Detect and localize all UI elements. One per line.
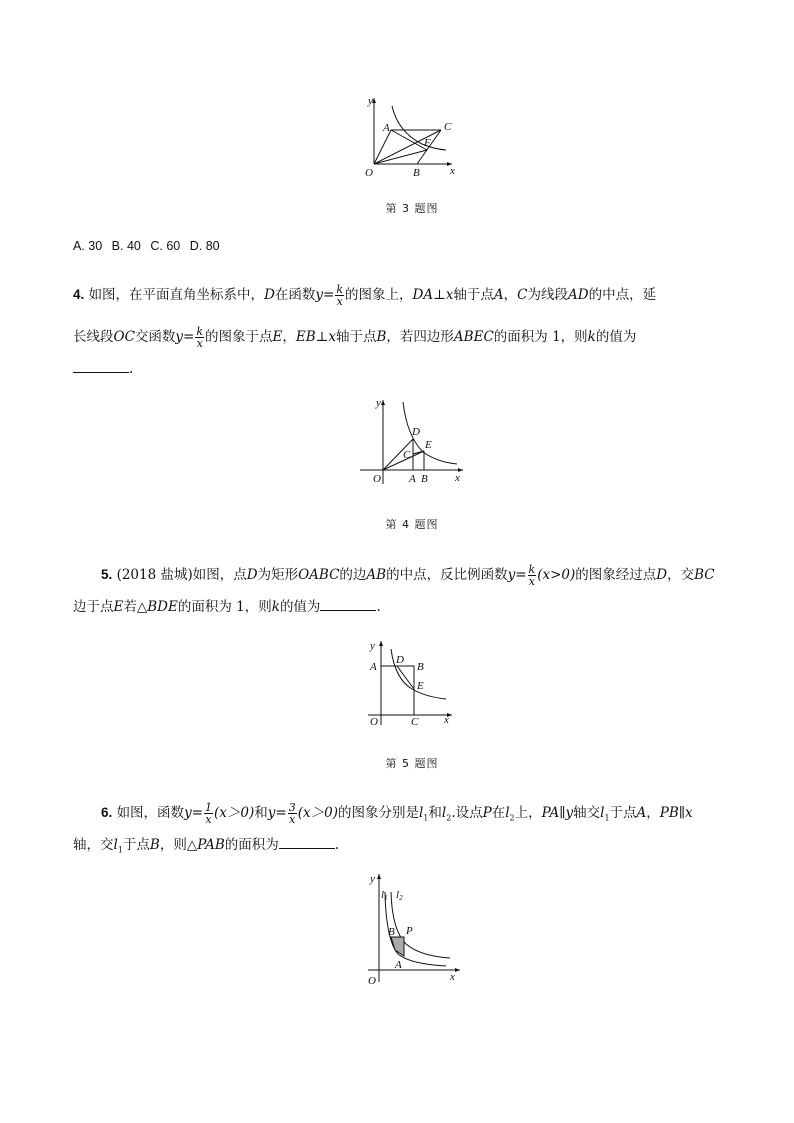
answer-blank <box>320 598 376 611</box>
x-axis-arrow <box>455 968 460 972</box>
question-4-line-1: 4. 如图，在平面直角坐标系中，D在函数y= $\frac{k}{x}$ 的图象上，DA⊥x轴于点A，C为线段AD的中点，延 <box>73 283 657 308</box>
fraction-k-over-x: $\frac{k}{x}$ <box>336 283 344 308</box>
label-b: B <box>417 661 424 673</box>
label-e: E <box>425 439 432 451</box>
fraction-k-over-x: $\frac{k}{x}$ <box>196 325 204 350</box>
fraction-1-over-x: $\frac{1}{x}$ <box>205 801 213 826</box>
option-d: D. 80 <box>189 239 220 253</box>
label-x: x <box>444 714 449 726</box>
question-number: 4. <box>73 287 85 302</box>
question-4-line-3: . <box>73 360 133 377</box>
label-d: D <box>396 654 404 666</box>
figure-6 <box>364 870 464 988</box>
label-x: x <box>455 472 460 484</box>
answer-blank <box>279 836 335 849</box>
label-x: x <box>450 165 455 177</box>
label-o: O <box>373 473 381 485</box>
label-c: C <box>411 716 419 728</box>
label-y: y <box>376 397 381 409</box>
label-b: B <box>421 473 428 485</box>
label-o: O <box>368 975 376 987</box>
label-c: C <box>403 449 411 461</box>
fraction-3-over-x: $\frac{3}{x}$ <box>288 801 296 826</box>
figure-3-caption: 第 3 题图 <box>385 202 439 215</box>
label-a: A <box>370 661 377 673</box>
y-axis-arrow <box>381 400 385 405</box>
figure-6-svg <box>364 870 464 988</box>
figure-5 <box>364 637 460 729</box>
label-y: y <box>368 95 373 107</box>
label-a: A <box>383 122 390 134</box>
label-y: y <box>370 640 375 652</box>
option-b: B. 40 <box>111 239 141 253</box>
question-number: 5. <box>101 567 113 582</box>
question-6-line-1: 6. 如图，函数y= $\frac{1}{x}$ (x＞0)和y= $\frac{3}{x}$ (x＞0)的图象分别是$l_1$和$l_2$.设点P在$l_2$上，PA∥y轴交$l_1$于点A，PB∥x <box>101 801 693 826</box>
y-axis-arrow <box>379 641 383 646</box>
option-c: C. 60 <box>150 239 181 253</box>
label-y: y <box>370 873 375 885</box>
figure-5-caption: 第 5 题图 <box>385 757 439 770</box>
question-4 <box>73 276 733 376</box>
answer-blank <box>73 360 129 373</box>
figure-3 <box>362 92 462 184</box>
question-5-line-1: 5. (2018 盐城)如图，点D为矩形OABC的边AB的中点，反比例函数y= $\frac{k}{x}$ (x>0)的图象经过点D，交BC <box>101 563 715 588</box>
figure-5-svg <box>364 637 460 729</box>
label-a: A <box>409 473 416 485</box>
segment-de <box>397 666 414 689</box>
label-o: O <box>365 167 373 179</box>
label-l1: l1 <box>381 889 388 902</box>
label-a: A <box>395 959 402 971</box>
label-e: E <box>417 680 424 692</box>
fraction-k-over-x: $\frac{k}{x}$ <box>528 563 536 588</box>
question-4-line-2: 长线段OC交函数y= $\frac{k}{x}$ 的图象于点E，EB⊥x轴于点B，若四边形ABEC的面积为 1，则k的值为 <box>73 325 637 350</box>
figure-3-svg <box>362 92 462 184</box>
label-c: C <box>444 121 452 133</box>
label-x: x <box>450 971 455 983</box>
label-d: D <box>412 426 420 438</box>
label-f: F <box>424 137 431 149</box>
question-6-line-2: 轴，交$l_1$于点B，则△PAB的面积为 . <box>73 837 340 855</box>
option-a: A. 30 <box>73 239 103 253</box>
segment-oa <box>374 130 391 164</box>
label-b: B <box>413 167 420 179</box>
y-axis-arrow <box>377 874 381 879</box>
question-3-options <box>73 239 226 253</box>
label-l2: l2 <box>396 889 403 902</box>
label-p: P <box>406 925 413 937</box>
figure-4 <box>357 394 467 490</box>
label-b: B <box>388 926 395 938</box>
label-o: O <box>370 716 378 728</box>
question-number: 6. <box>101 805 113 820</box>
question-6 <box>73 796 733 856</box>
figure-4-caption: 第 4 题图 <box>385 518 439 531</box>
question-5 <box>73 560 733 620</box>
question-5-line-2: 边于点E若△BDE的面积为 1，则k的值为 . <box>73 599 381 615</box>
figure-4-svg <box>357 394 467 490</box>
hyperbola <box>392 106 446 150</box>
